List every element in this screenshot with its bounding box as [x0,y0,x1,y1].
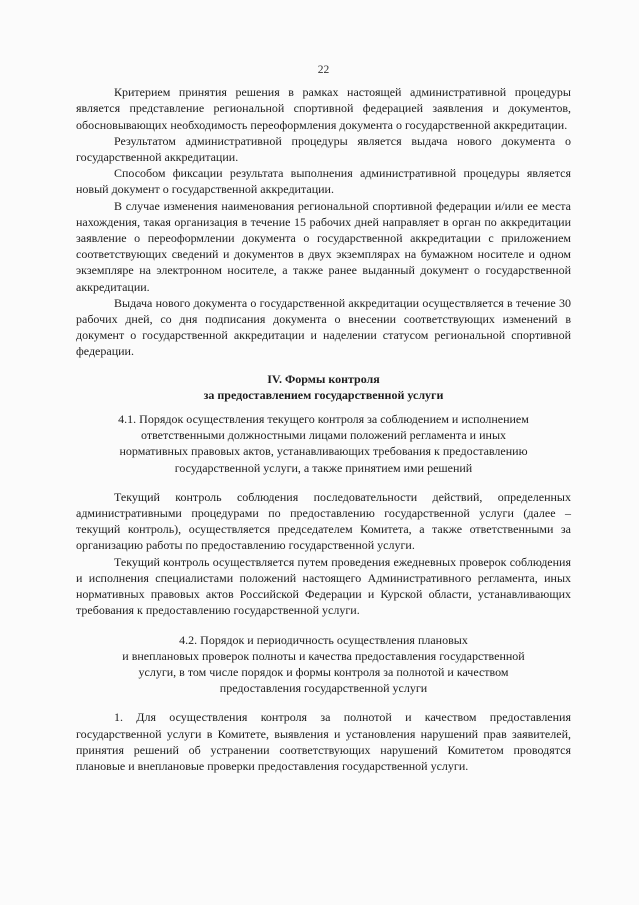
document-body [76,62,571,774]
subsection-4-1-title-line-1: 4.1. Порядок осуществления текущего контроля за соблюдением и исполнением [118,412,529,427]
section-title-line-1: IV. Формы контроля [267,371,380,386]
paragraph-issuance: Выдача нового документа о государственной аккредитации осуществляется в течение 30 рабочих дней, со дня подписания документа о внесении соответствующих изменений в документ о государственной аккредитации и наделении статусом региональной спортивной федерации. [76,295,571,359]
subsection-4-1-title-line-4: государственной услуги, а также принятием ими решений [174,460,473,475]
paragraph-inspections: 1. Для осуществления контроля за полнотой и качеством предоставления государственной услуги в Комитете, выявления и установления нарушений прав заявителей, принятия решений об устранении соответствующих нарушений Комитетом проводятся плановые и внеплановые проверки предоставления государственной услуги. [76,710,571,773]
paragraph-criteria: Критерием принятия решения в рамках настоящей административной процедуры является представление региональной спортивной федерацией заявления и документов, обосновывающих необходимость переоформления документа о государственной аккредитации. [76,85,571,132]
paragraph-fixation: Способом фиксации результата выполнения административной процедуры является новый документ о государственной аккредитации. [76,166,571,197]
subsection-4-2-title-line-3: услуги, в том числе порядок и формы контроля за полнотой и качеством [138,664,509,679]
subsection-4-1-title-line-2: ответственными должностными лицами положений регламента и иных [140,428,507,443]
page-number: 22 [317,64,330,76]
subsection-4-2-title-line-2: и внеплановых проверок полноты и качества предоставления государственной [122,648,525,663]
paragraph-daily-checks: Текущий контроль осуществляется путем проведения ежедневных проверок соблюдения и исполнения специалистами положений настоящего Административного регламента, иных нормативных правовых актов Российской Федерации и Курской области, устанавливающих требования к предоставлению государственной услуги. [76,554,571,618]
subsection-4-2-title-line-4: предоставления государственной услуги [219,681,428,696]
subsection-4-2-title-line-1: 4.2. Порядок и периодичность осуществления плановых [179,632,468,647]
section-title-line-2: за предоставлением государственной услуги [203,387,444,402]
subsection-4-1-title-line-3: нормативных правовых актов, устанавливающих требования к предоставлению [119,444,528,459]
paragraph-result: Результатом административной процедуры является выдача нового документа о государственной аккредитации. [76,133,571,165]
paragraph-current-control: Текущий контроль соблюдения последовательности действий, определенных административными процедурами по предоставлению государственной услуги (далее – текущий контроль), осуществляется председателем Комитета, а также ответственными за организацию работы по предоставлению государственной услуги. [76,489,571,553]
paragraph-name-change: В случае изменения наименования региональной спортивной федерации и/или ее места нахождения, такая организация в течение 15 рабочих дней направляет в орган по аккредитации заявление о переоформлении документа о государственной аккредитации с приложением соответствующих сведений и документов в двух экземплярах на бумажном носителе и одном экземпляре на электронном носителе, а также ранее выданный документ о государственной аккредитации. [76,198,571,294]
